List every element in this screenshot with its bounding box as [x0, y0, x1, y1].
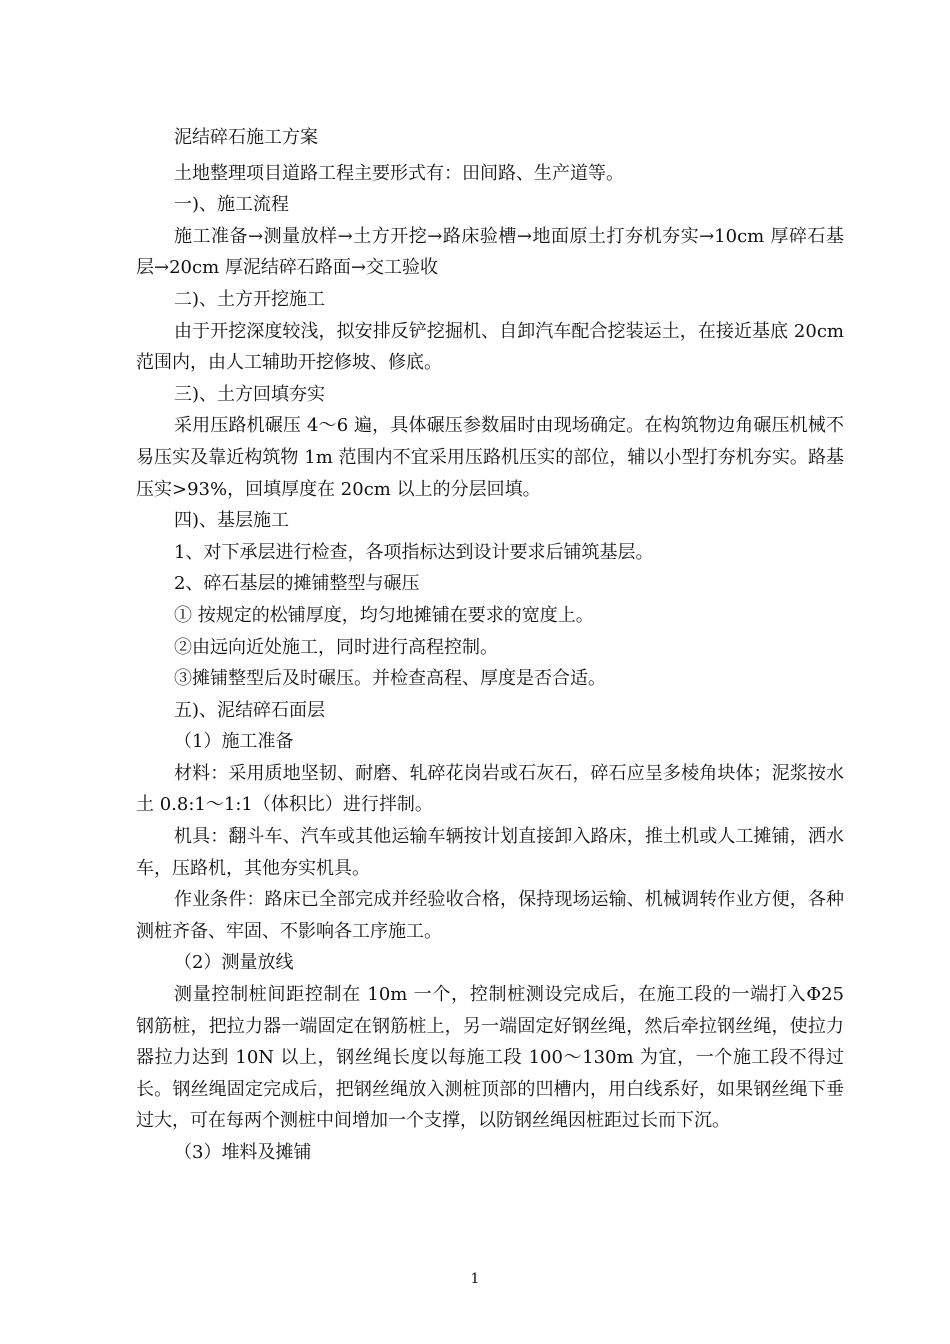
paragraph: 施工准备→测量放样→土方开挖→路床验槽→地面原土打夯机夯实→10cm 厚碎石基层→20cm 厚泥结碎石路面→交工验收 — [136, 225, 844, 279]
paragraph: 由于开挖深度较浅，拟安排反铲挖掘机、自卸汽车配合挖装运土，在接近基底 20cm 范围内，由人工辅助开挖修坡、修底。 — [136, 320, 844, 374]
document-title: 泥结碎石施工方案 — [174, 127, 318, 148]
paragraph: 四)、基层施工 — [174, 510, 290, 532]
paragraph: 土地整理项目道路工程主要形式有：田间路、生产道等。 — [174, 162, 624, 184]
paragraph: 2、碎石基层的摊铺整型与碾压 — [174, 573, 420, 595]
paragraph: （2）测量放线 — [174, 952, 294, 974]
paragraph: ②由远向近处施工，同时进行高程控制。 — [174, 636, 498, 658]
paragraph: 1、对下承层进行检查，各项指标达到设计要求后铺筑基层。 — [174, 541, 654, 563]
paragraph: （1）施工准备 — [174, 731, 294, 753]
paragraph: 机具：翻斗车、汽车或其他运输车辆按计划直接卸入路床，推土机或人工摊铺，洒水车，压路机，其他夯实机具。 — [136, 826, 844, 879]
paragraph-list — [136, 158, 844, 1169]
paragraph: 一)、施工流程 — [174, 194, 290, 216]
page-number: 1 — [470, 1271, 480, 1287]
paragraph: ③摊铺整型后及时碾压。并检查高程、厚度是否合适。 — [174, 668, 606, 690]
paragraph: 作业条件：路床已全部完成并经验收合格，保持现场运输、机械调转作业方便，各种测桩齐备、牢固、不影响各工序施工。 — [136, 889, 844, 942]
paragraph: 测量控制桩间距控制在 10m 一个，控制桩测设完成后，在施工段的一端打入Φ25 钢筋桩，把拉力器一端固定在钢筋桩上，另一端固定好钢丝绳，然后牵拉钢丝绳，使拉力器拉力达到 10N 以上，钢丝绳长度以每施工段 100～130m 为宜，一个施工段不得过长。钢丝绳固定完成后，把钢丝绳放入测桩顶部的凹槽内，用白线系好，如果钢丝绳下垂过大，可在每两个测桩中间增加一个支撑，以防钢丝绳因桩距过长而下沉。 — [136, 984, 844, 1132]
paragraph: 采用压路机碾压 4～6 遍，具体碾压参数届时由现场确定。在构筑物边角碾压机械不易压实及靠近构筑物 1m 范围内不宜采用压路机压实的部位，辅以小型打夯机夯实。路基压实>93%，回填厚度在 20cm 以上的分层回填。 — [136, 415, 844, 500]
paragraph: 二)、土方开挖施工 — [174, 288, 326, 310]
paragraph: 三)、土方回填夯实 — [174, 383, 326, 405]
document-body — [136, 122, 844, 1169]
paragraph: （3）堆料及摊铺 — [174, 1142, 312, 1163]
paragraph: 五)、泥结碎石面层 — [174, 699, 326, 721]
paragraph: 材料：采用质地坚韧、耐磨、轧碎花岗岩或石灰石，碎石应呈多棱角块体；泥浆按水土 0.8:1～1:1（体积比）进行拌制。 — [136, 762, 844, 816]
paragraph: ① 按规定的松铺厚度，均匀地摊铺在要求的宽度上。 — [174, 604, 594, 626]
